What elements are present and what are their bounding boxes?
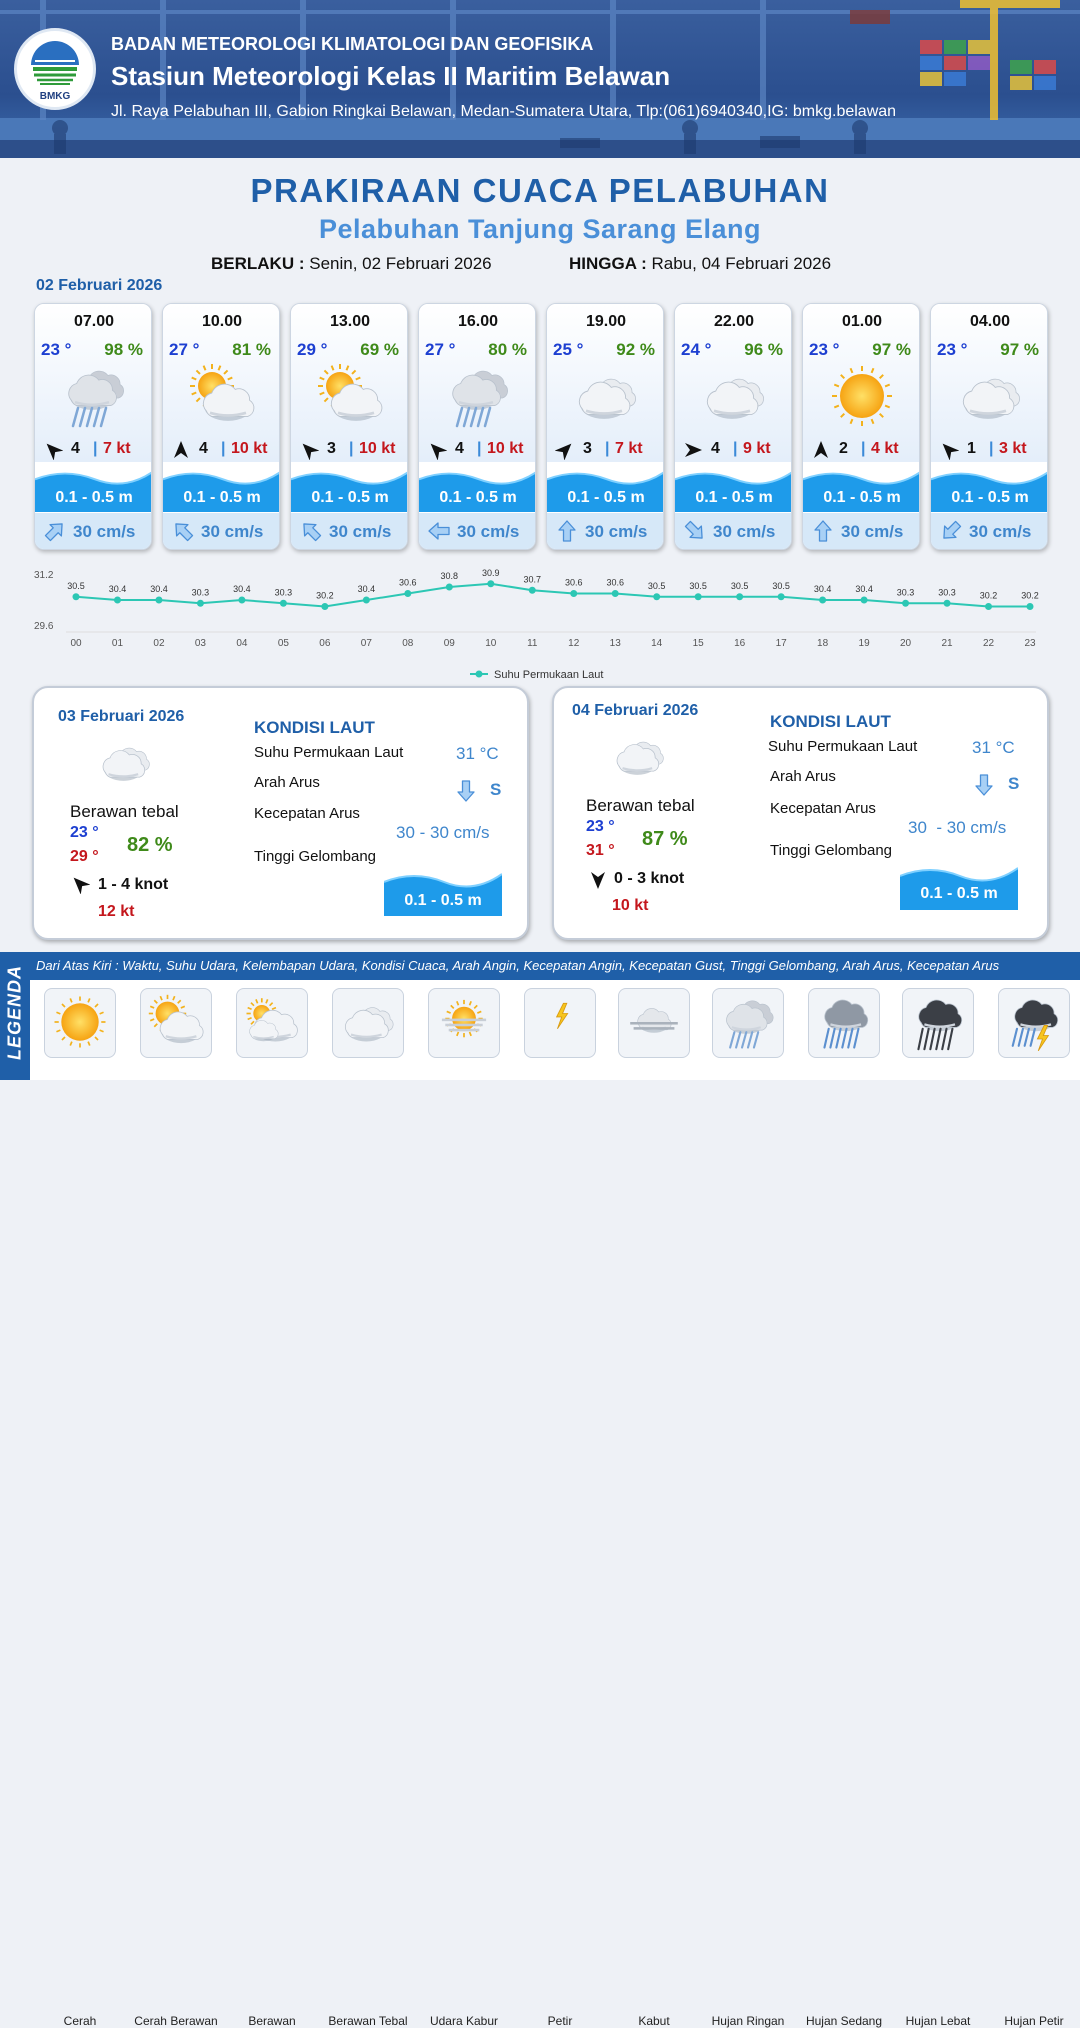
data-point — [73, 593, 80, 600]
card-humidity: 92 % — [616, 340, 655, 359]
day3-current-speed-label: Kecepatan Arus — [770, 800, 876, 817]
data-point — [321, 603, 328, 610]
card-gust: 9 kt — [743, 440, 771, 457]
card-temperature: 23 ° — [41, 340, 72, 359]
svg-text:BMKG: BMKG — [39, 91, 71, 102]
wind-direction-icon — [588, 870, 608, 890]
separator: | — [605, 440, 610, 457]
data-label: 30.4 — [357, 584, 376, 594]
data-label: 30.5 — [772, 580, 790, 591]
day2-current-dir-label: Arah Arus — [254, 774, 320, 791]
card-gust: 4 kt — [871, 440, 899, 457]
card-wind-speed: 3 — [327, 440, 336, 457]
data-point — [446, 584, 453, 591]
data-point — [155, 597, 162, 604]
legend-panel — [0, 952, 1080, 2028]
x-tick-label: 06 — [319, 638, 331, 649]
card-temperature: 25 ° — [553, 340, 584, 359]
separator: | — [989, 440, 994, 457]
day2-current-speed-label: Kecepatan Arus — [254, 805, 360, 822]
berawan-tebal-icon — [604, 728, 674, 784]
card-wave-height: 0.1 - 0.5 m — [311, 489, 389, 506]
data-label: 30.5 — [689, 580, 707, 591]
legend-label: Hujan Lebat — [905, 2014, 971, 2028]
berawan-tebal-icon — [694, 362, 774, 430]
x-tick-label: 16 — [734, 638, 746, 649]
legend-udara-kabur — [428, 988, 500, 1058]
hujan-lebat-icon — [904, 993, 972, 1056]
legend-label: Cerah Berawan — [134, 2014, 218, 2028]
station-address: Jl. Raya Pelabuhan III, Gabion Ringkai Belawan, Medan-Sumatera Utara, Tlp:(061)6940340,IG: bmkg.belawan — [111, 103, 897, 120]
day3-sst-label: Suhu Permukaan Laut — [768, 738, 918, 755]
data-point — [985, 603, 992, 610]
day2-sea-title: KONDISI LAUT — [254, 718, 375, 737]
card-gust: 10 kt — [487, 440, 524, 457]
data-point — [861, 597, 868, 604]
wind-direction-icon — [555, 440, 575, 460]
data-point — [238, 597, 245, 604]
data-label: 30.7 — [523, 574, 542, 585]
card-gust: 7 kt — [615, 440, 643, 457]
legend-marker — [476, 671, 483, 678]
legend-sidebar — [0, 952, 30, 1080]
forecast-card — [290, 303, 408, 550]
x-tick-label: 01 — [111, 638, 124, 649]
legend-petir — [524, 988, 596, 1058]
wind-direction-icon — [299, 440, 319, 460]
x-tick-label: 05 — [277, 638, 289, 649]
day3-condition: Berawan tebal — [586, 796, 695, 815]
x-tick-label: 18 — [817, 638, 829, 649]
legend-hujan-petir — [998, 988, 1070, 1058]
day3-date: 04 Februari 2026 — [572, 702, 699, 719]
x-tick-label: 03 — [194, 638, 206, 649]
legend-hujan-ringan — [712, 988, 784, 1058]
forecast-card — [546, 303, 664, 550]
card-time: 22.00 — [713, 313, 755, 330]
current-arrow-icon — [939, 519, 963, 543]
data-label: 30.9 — [482, 567, 500, 578]
hujan-ringan-icon — [54, 362, 134, 430]
wind-direction-icon — [683, 440, 703, 460]
x-tick-label: 19 — [858, 638, 870, 649]
card-humidity: 97 % — [872, 340, 911, 359]
data-label: 30.6 — [399, 577, 417, 588]
card-temperature: 29 ° — [297, 340, 328, 359]
card-wave-height: 0.1 - 0.5 m — [695, 489, 773, 506]
card-wave-height: 0.1 - 0.5 m — [823, 489, 901, 506]
card-current-speed: 30 cm/s — [73, 522, 136, 541]
card-wave-height: 0.1 - 0.5 m — [55, 489, 133, 506]
separator: | — [733, 440, 738, 457]
current-arrow-icon — [683, 519, 707, 543]
card-current-speed: 30 cm/s — [329, 522, 392, 541]
card-current-speed: 30 cm/s — [713, 522, 776, 541]
legend-label: Hujan Petir — [1004, 2014, 1064, 2028]
data-label: 30.4 — [813, 584, 832, 594]
legend-label: Udara Kabur — [429, 2014, 499, 2028]
current-arrow-icon — [811, 519, 835, 543]
x-tick-label: 15 — [692, 638, 704, 649]
x-tick-label: 21 — [941, 638, 953, 649]
day2-sst: 31 °C — [456, 744, 499, 763]
current-arrow-icon — [299, 519, 323, 543]
data-point — [736, 593, 743, 600]
card-humidity: 96 % — [744, 340, 783, 359]
berawan-icon — [238, 993, 306, 1056]
card-current-speed: 30 cm/s — [457, 522, 520, 541]
wind-direction-icon — [427, 440, 447, 460]
card-wind-speed: 2 — [839, 440, 848, 457]
day3-wave-label: Tinggi Gelombang — [770, 842, 893, 859]
day3-sst: 31 °C — [972, 738, 1015, 757]
day2-temp-max: 29 ° — [70, 848, 99, 865]
data-point — [1027, 603, 1034, 610]
data-point — [695, 593, 702, 600]
page-title: PRAKIRAAN CUACA PELABUHAN — [250, 172, 830, 209]
data-label: 30.5 — [730, 580, 749, 591]
card-humidity: 80 % — [488, 340, 527, 359]
data-label: 30.4 — [233, 584, 251, 594]
card-wind-speed: 4 — [711, 440, 720, 457]
separator: | — [477, 440, 482, 457]
current-arrow-icon — [454, 776, 478, 806]
day2-wave: 0.1 - 0.5 m — [404, 892, 482, 909]
y-tick-label: 31.2 — [34, 570, 54, 581]
cerah-icon — [822, 362, 902, 430]
day3-current-dir-label: Arah Arus — [770, 768, 836, 785]
card-time: 13.00 — [329, 313, 371, 330]
data-point — [280, 600, 287, 607]
data-point — [197, 600, 204, 607]
card-time: 07.00 — [73, 313, 115, 330]
valid-to: HINGGA : Rabu, 04 Februari 2026 — [569, 254, 832, 273]
data-label: 30.4 — [150, 584, 168, 594]
day3-temp-min: 23 ° — [586, 818, 615, 835]
data-label: 30.4 — [108, 584, 127, 594]
legend-series-name: Suhu Permukaan Laut — [494, 669, 604, 681]
card-temperature: 27 ° — [169, 340, 200, 359]
data-label: 30.3 — [938, 587, 956, 598]
day2-humidity: 82 % — [127, 834, 173, 856]
data-label: 30.3 — [191, 587, 210, 598]
data-point — [653, 593, 660, 600]
day2-current-dir: S — [490, 780, 502, 799]
data-point — [778, 593, 785, 600]
card-time: 01.00 — [841, 313, 883, 330]
data-point — [570, 590, 577, 597]
legend-cerah-berawan — [140, 988, 212, 1058]
data-point — [944, 600, 951, 607]
card-temperature: 23 ° — [809, 340, 840, 359]
x-tick-label: 11 — [527, 638, 538, 649]
card-time: 19.00 — [585, 313, 627, 330]
data-label: 30.6 — [564, 577, 583, 588]
day3-sea-title: KONDISI LAUT — [770, 712, 891, 731]
day2-current-speed: 30 - 30 cm/s — [396, 823, 490, 842]
card-gust: 3 kt — [999, 440, 1027, 457]
card-current-speed: 30 cm/s — [969, 522, 1032, 541]
day2-gust: 12 kt — [98, 903, 135, 920]
x-tick-label: 04 — [236, 638, 248, 649]
legend-cerah — [44, 988, 116, 1058]
udara-kabur-icon — [430, 993, 498, 1056]
kabut-icon — [620, 993, 688, 1056]
forecast-card — [802, 303, 920, 550]
card-humidity: 69 % — [360, 340, 399, 359]
day3-humidity: 87 % — [642, 828, 688, 850]
day3-current-speed: 30 - 30 cm/s — [908, 818, 1007, 837]
x-tick-label: 17 — [775, 638, 787, 649]
hujan-ringan-icon — [438, 362, 518, 430]
day3-temp-max: 31 ° — [586, 842, 615, 859]
card-humidity: 81 % — [232, 340, 271, 359]
cerah-berawan-icon — [182, 362, 262, 430]
legend-label: Berawan Tebal — [328, 2014, 408, 2028]
series-line — [76, 584, 1030, 607]
legend-hujan-sedang — [808, 988, 880, 1058]
data-point — [487, 580, 494, 587]
data-label: 30.5 — [67, 580, 85, 591]
card-current-speed: 30 cm/s — [201, 522, 264, 541]
current-arrow-icon — [43, 519, 67, 543]
day3-wind-speed: 0 - 3 knot — [614, 870, 685, 887]
legend-label: Hujan Sedang — [805, 2014, 883, 2028]
card-current-speed: 30 cm/s — [841, 522, 904, 541]
card-time: 10.00 — [201, 313, 243, 330]
wind-direction-icon — [70, 874, 90, 894]
current-arrow-icon — [555, 519, 579, 543]
data-label: 30.2 — [979, 590, 998, 601]
x-tick-label: 22 — [982, 638, 995, 649]
data-point — [529, 587, 536, 594]
data-label: 30.3 — [274, 587, 293, 598]
card-wave-height: 0.1 - 0.5 m — [183, 489, 261, 506]
card-wind-speed: 1 — [967, 440, 976, 457]
legend-label: Petir — [547, 2014, 573, 2028]
card-wave-height: 0.1 - 0.5 m — [951, 489, 1029, 506]
x-tick-label: 08 — [402, 638, 414, 649]
card-gust: 7 kt — [103, 440, 131, 457]
legend-kabut — [618, 988, 690, 1058]
data-point — [404, 590, 411, 597]
port-name: Pelabuhan Tanjung Sarang Elang — [318, 214, 762, 244]
day2-temp-min: 23 ° — [70, 824, 99, 841]
card-time: 16.00 — [457, 313, 499, 330]
forecast-card — [418, 303, 536, 550]
separator: | — [349, 440, 354, 457]
hujan-sedang-icon — [810, 993, 878, 1056]
data-label: 30.2 — [316, 590, 334, 601]
card-wind-speed: 4 — [455, 440, 464, 457]
header-banner — [0, 0, 1080, 158]
x-tick-label: 09 — [443, 638, 455, 649]
card-wind-speed: 4 — [71, 440, 80, 457]
cerah-berawan-icon — [142, 993, 210, 1056]
day2-forecast-box — [32, 686, 529, 940]
day1-date: 02 Februari 2026 — [36, 277, 163, 294]
legend-label: Cerah — [63, 2014, 97, 2028]
card-gust: 10 kt — [359, 440, 396, 457]
legend-berawan — [236, 988, 308, 1058]
cerah-berawan-icon — [310, 362, 390, 430]
current-arrow-icon — [171, 519, 195, 543]
x-tick-label: 07 — [360, 638, 372, 649]
hujan-petir-icon — [1000, 993, 1068, 1056]
card-humidity: 98 % — [104, 340, 143, 359]
data-point — [819, 597, 826, 604]
forecast-card — [930, 303, 1048, 550]
card-wind-speed: 4 — [199, 440, 208, 457]
berawan-tebal-icon — [90, 734, 160, 790]
legend-label: Hujan Ringan — [711, 2014, 785, 2028]
card-time: 04.00 — [969, 313, 1011, 330]
separator: | — [861, 440, 866, 457]
bmkg-logo — [14, 28, 96, 110]
data-label: 30.8 — [440, 571, 459, 581]
x-tick-label: 14 — [651, 638, 663, 649]
wind-direction-icon — [43, 440, 63, 460]
forecast-card — [162, 303, 280, 550]
card-current-speed: 30 cm/s — [585, 522, 648, 541]
data-label: 30.5 — [647, 580, 666, 591]
current-arrow-icon — [427, 519, 451, 543]
legend-hujan-lebat — [902, 988, 974, 1058]
x-tick-label: 20 — [900, 638, 912, 649]
legend-label: Kabut — [638, 2014, 670, 2028]
card-temperature: 23 ° — [937, 340, 968, 359]
forecast-card — [34, 303, 152, 550]
data-label: 30.2 — [1021, 590, 1039, 601]
data-label: 30.6 — [606, 577, 624, 588]
data-point — [612, 590, 619, 597]
x-tick-label: 00 — [70, 638, 82, 649]
day2-date: 03 Februari 2026 — [58, 708, 185, 725]
cerah-icon — [46, 993, 114, 1056]
day2-wave-label: Tinggi Gelombang — [254, 848, 377, 865]
data-point — [363, 597, 370, 604]
berawan-tebal-icon — [334, 993, 402, 1056]
y-tick-label: 29.6 — [34, 621, 54, 632]
forecast-card — [674, 303, 792, 550]
card-gust: 10 kt — [231, 440, 268, 457]
day3-gust: 10 kt — [612, 897, 649, 914]
current-arrow-icon — [972, 770, 996, 800]
sea-temp-chart — [30, 566, 1050, 684]
separator: | — [93, 440, 98, 457]
day2-wind-speed: 1 - 4 knot — [98, 876, 169, 893]
x-tick-label: 13 — [609, 638, 621, 649]
card-wave-height: 0.1 - 0.5 m — [567, 489, 645, 506]
card-temperature: 27 ° — [425, 340, 456, 359]
hujan-ringan-icon — [714, 993, 782, 1056]
org-name: BADAN METEOROLOGI KLIMATOLOGI DAN GEOFISIKA — [111, 34, 594, 54]
petir-icon — [526, 993, 594, 1056]
x-tick-label: 10 — [485, 638, 497, 649]
data-label: 30.4 — [855, 584, 873, 594]
day3-wave: 0.1 - 0.5 m — [920, 885, 998, 902]
legend-label: Berawan — [248, 2014, 296, 2028]
card-wave-height: 0.1 - 0.5 m — [439, 489, 517, 506]
x-tick-label: 02 — [153, 638, 165, 649]
day3-forecast-box — [552, 686, 1049, 940]
legend-berawan-tebal — [332, 988, 404, 1058]
separator: | — [221, 440, 226, 457]
card-humidity: 97 % — [1000, 340, 1039, 359]
x-tick-label: 23 — [1024, 638, 1036, 649]
legend-title: LEGENDA — [4, 965, 25, 1061]
data-point — [114, 597, 121, 604]
station-name: Stasiun Meteorologi Kelas II Maritim Belawan — [111, 61, 671, 91]
wind-direction-icon — [171, 440, 191, 460]
data-point — [902, 600, 909, 607]
berawan-tebal-icon — [950, 362, 1030, 430]
valid-from: BERLAKU : Senin, 02 Februari 2026 — [211, 254, 492, 273]
berawan-tebal-icon — [566, 362, 646, 430]
day2-sst-label: Suhu Permukaan Laut — [254, 744, 404, 761]
wind-direction-icon — [939, 440, 959, 460]
card-wind-speed: 3 — [583, 440, 592, 457]
card-temperature: 24 ° — [681, 340, 712, 359]
legend-description: Dari Atas Kiri : Waktu, Suhu Udara, Kelembapan Udara, Kondisi Cuaca, Arah Angin, Kecepatan Angin, Kecepatan Gust, Tinggi Gelombang, Arah Arus, Kecepatan Arus — [36, 958, 1000, 973]
x-tick-label: 12 — [568, 638, 580, 649]
data-label: 30.3 — [896, 587, 915, 598]
day3-current-dir: S — [1008, 774, 1020, 793]
day2-condition: Berawan tebal — [70, 802, 179, 821]
wind-direction-icon — [811, 440, 831, 460]
